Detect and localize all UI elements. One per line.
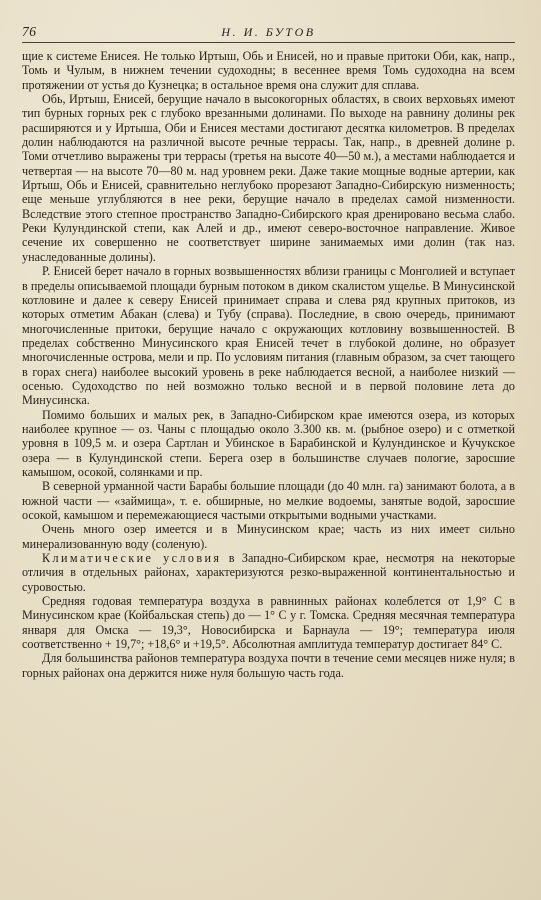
- paragraph-text: Обь, Иртыш, Енисей, берущие начало в высокогорных областях, в своих верховьях имеют тип бурных горных рек с глубоко врезанными долинами. По выходе на равнину долины рек расширяются и у Иртыша, Оби и Енисея местами достигают десятка километров. В пределах долин наблюдаются на различной высоте речные террасы. Так, напр., в древней долине р. Томи отчетливо выражены три террасы (третья на высоте 40—50 м.), а местами наблюдается и четвертая — на высоте 70—80 м. над уровнем реки. Даже такие мощные водные артерии, как Иртыш, Обь и Енисей, сравнительно неглубоко прорезают Западно-Сибирскую низменность; еще меньше углубляются в нее реки, берущие начало в пределах самой низменности. Вследствие этого степное пространство Западно-Сибирского края дренировано весьма слабо. Реки Кулундинской степи, как Алей и др., имеют северо-восточное направление. Живое сечение их совершенно не соответствует ширине занимаемых ими долин (так наз. унаследованные долины).: [22, 92, 515, 264]
- page-body: [22, 49, 515, 680]
- paragraph-text: в Западно-Сибирском крае, несмотря на некоторые отличия в отдельных районах, характеризуются резко-выраженной континентальностью и суровостью.: [22, 551, 516, 594]
- paragraph-2: [22, 92, 515, 264]
- paragraph-text: В северной урманной части Барабы большие площади (до 40 млн. га) занимают болота, а в южной части — «займища», т. е. обширные, но мелкие водоемы, занятые водой, заросшие осокой, камышом и перемежающиеся частыми открытыми водными участками.: [22, 479, 515, 522]
- spaced-heading-phrase: Климатические условия: [42, 551, 222, 566]
- page-number: 76: [22, 24, 37, 39]
- paragraph-3: [22, 264, 515, 407]
- paragraph-text: Р. Енисей берет начало в горных возвышенностях вблизи границы с Монголией и вступает в пределы описываемой площади бурным потоком в диком скалистом ущелье. В Минусинской котловине и далее к северу Енисей принимает справа и слева ряд крупных притоков, из которых отметим Абакан (слева) и Тубу (справа). Последние, в свою очередь, принимают многочисленные притоки, берущие начало с окружающих котловину возвышенностей. В пределах собственно Минусинского края Енисей течет в глубокой долине, но образует многочисленные острова, мели и пр. По условиям питания (главным образом, за счет тающего в горах снега) наиболее высокий уровень в реке наблюдается весной, а наиболее низкий — осенью. Судоходство по ней возможно только весной и в первой половине лета до Минусинска.: [22, 264, 515, 408]
- paragraph-6: [22, 522, 515, 551]
- paragraph-4: [22, 408, 515, 480]
- paragraph-text: Для большинства районов температура воздуха почти в течение семи месяцев ниже нуля; в горных районах она держится ниже нуля большую часть года.: [22, 651, 515, 680]
- paragraph-text: Помимо больших и малых рек, в Западно-Сибирском крае имеются озера, из которых наиболее крупное — оз. Чаны с площадью около 3.300 кв. м. (рыбное озеро) и с отметкой уровня в 109,5 м. и озера Сартлан и Убинское в Барабинской и Кулундинское и Кучукское озера — в Кулундинской степи. Берега озер в большинстве случаев пологие, заросшие камышом, осокой, солянками и пр.: [22, 407, 515, 479]
- paragraph-9: [22, 651, 515, 680]
- running-head-author: Н. И. БУТОВ: [221, 25, 316, 39]
- paragraph-text: Очень много озер имеется и в Минусинском крае; часть из них имеет сильно минерализованную воду (соленую).: [22, 522, 515, 551]
- running-header: [22, 22, 515, 43]
- paragraph-text: щие к системе Енисея. Не только Иртыш, Обь и Енисей, но и правые притоки Оби, как, напр., Томь и Чулым, в нижнем течении судоходны; в весеннее время Томь судоходна на всем протяжении от устья до Кузнецка; в остальное время она служит для сплава.: [22, 49, 515, 92]
- paragraph-1: [22, 49, 515, 92]
- paragraph-5: [22, 479, 515, 522]
- paragraph-7: [22, 551, 515, 594]
- paragraph-text: Средняя годовая температура воздуха в равнинных районах колеблется от 1,9° С в Минусинском крае (Койбальская степь) до — 1° С у г. Томска. Средняя месячная температура января для Омска — 19,3°, Новосибирска и Барнаула — 19°; температура июля соответственно + 19,7°; +18,6° и +19,5°. Абсолютная амплитуда температур достигает 84° С.: [22, 594, 515, 652]
- paragraph-8: [22, 594, 515, 651]
